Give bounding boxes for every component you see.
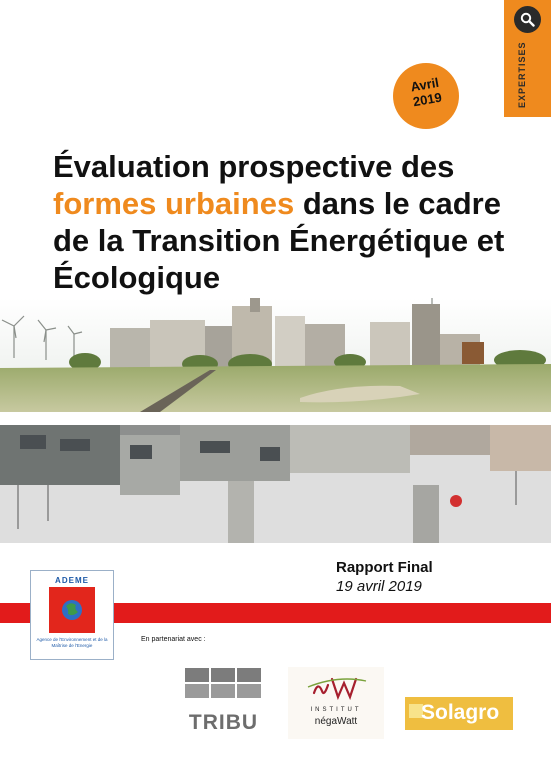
- search-icon[interactable]: [514, 6, 541, 33]
- date-badge: [393, 63, 459, 129]
- title-highlight: formes urbaines: [53, 186, 295, 221]
- title-part2: dans le cadre de la Transition Énergétique et Écologique: [53, 186, 505, 295]
- expertises-label: EXPERTISES: [517, 41, 527, 108]
- ademe-name: ADEME: [55, 576, 89, 585]
- tribu-logo: [185, 668, 262, 734]
- tribu-name: TRIBU: [188, 711, 259, 734]
- city-reflection-image: [0, 425, 551, 543]
- negawatt-line1: INSTITUT: [310, 707, 362, 713]
- document-title: [53, 148, 513, 296]
- report-date: 19 avril 2019: [336, 578, 422, 595]
- report-type: Rapport Final: [336, 559, 433, 576]
- expertises-tab[interactable]: [504, 0, 551, 117]
- negawatt-line2: négaWatt: [314, 716, 358, 727]
- city-landscape-image: [0, 298, 551, 412]
- negawatt-logo: [288, 667, 384, 739]
- ademe-subtitle: Agence de l'Environnement et de la Maîtrise de l'Energie: [36, 637, 108, 648]
- partners-label: En partenariat avec :: [141, 636, 206, 643]
- solagro-name: Solagro: [421, 701, 500, 724]
- date-badge-year: 2019: [411, 89, 443, 110]
- report-info: [336, 559, 433, 595]
- ademe-logo: [30, 570, 114, 660]
- date-badge-month: Avril: [409, 74, 440, 95]
- ademe-emblem: [49, 587, 95, 633]
- title-part1: Évaluation prospective des: [53, 149, 455, 184]
- solagro-logo: [405, 697, 513, 730]
